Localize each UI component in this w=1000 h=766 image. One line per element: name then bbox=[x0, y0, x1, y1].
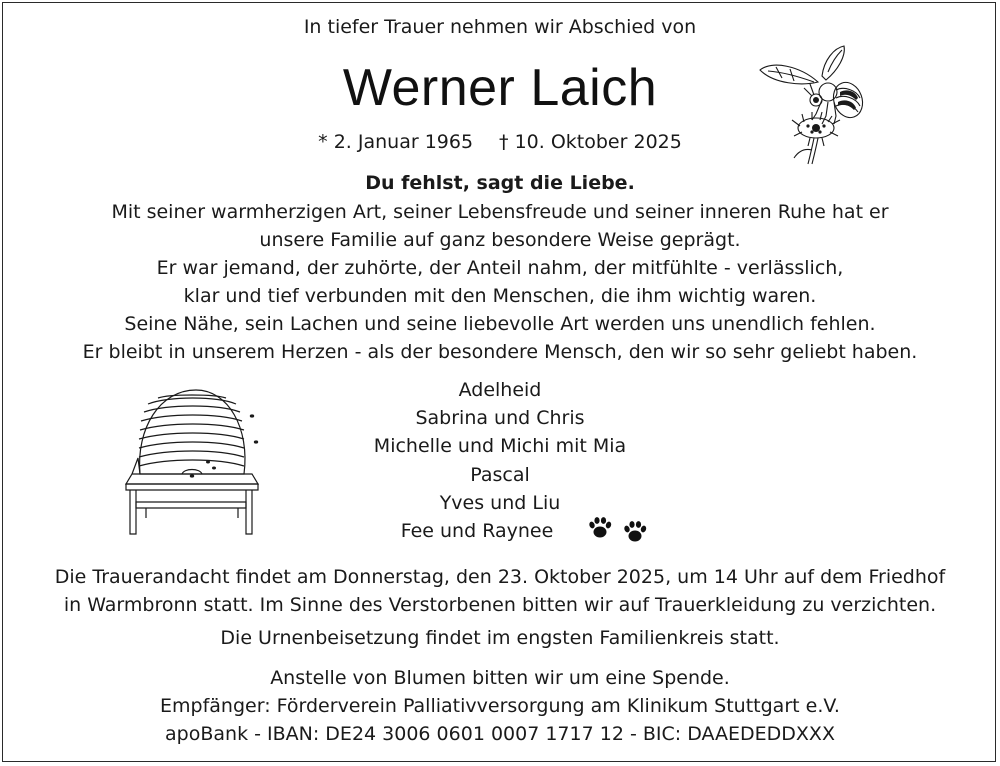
paw-print-icon bbox=[622, 519, 648, 545]
beehive-illustration bbox=[118, 378, 268, 540]
mourner-name: Fee und Raynee bbox=[400, 520, 554, 542]
service-line: in Warmbronn statt. Im Sinne des Verstorbenen bitten wir auf Trauerkleidung zu verzichten. bbox=[63, 594, 937, 616]
tribute-line: Er war jemand, der zuhörte, der Anteil nahm, der mitfühlte - verlässlich, bbox=[156, 257, 844, 279]
mourner-name: Adelheid bbox=[458, 379, 542, 401]
birth-date: * 2. Januar 1965 bbox=[318, 131, 474, 153]
tribute-line: Er bleibt in unserem Herzen - als der besondere Mensch, den wir so sehr geliebt haben. bbox=[82, 341, 918, 363]
service-line: Die Trauerandacht findet am Donnerstag, den 23. Oktober 2025, um 14 Uhr auf dem Friedhof bbox=[54, 566, 946, 588]
death-date: † 10. Oktober 2025 bbox=[499, 131, 682, 153]
deceased-name: Werner Laich bbox=[342, 59, 658, 117]
urn-burial-line: Die Urnenbeisetzung findet im engsten Familienkreis statt. bbox=[220, 627, 780, 649]
tribute-line: Mit seiner warmherzigen Art, seiner Lebensfreude und seiner inneren Ruhe hat er bbox=[111, 201, 889, 223]
mourner-name: Yves und Liu bbox=[439, 492, 561, 514]
mourner-name: Michelle und Michi mit Mia bbox=[373, 435, 627, 457]
donation-recipient: Empfänger: Förderverein Palliativversorgung am Klinikum Stuttgart e.V. bbox=[160, 695, 840, 717]
tribute-line: unsere Familie auf ganz besondere Weise geprägt. bbox=[259, 229, 741, 251]
mourner-name: Sabrina und Chris bbox=[415, 407, 585, 429]
donation-line: Anstelle von Blumen bitten wir um eine Spende. bbox=[270, 667, 730, 689]
tribute-line: Seine Nähe, sein Lachen und seine liebevolle Art werden uns unendlich fehlen. bbox=[124, 313, 876, 335]
paw-print-icon bbox=[587, 515, 613, 541]
tribute-line: klar und tief verbunden mit den Menschen, die ihm wichtig waren. bbox=[183, 285, 817, 307]
mourner-name: Pascal bbox=[470, 464, 530, 486]
bank-details: apoBank - IBAN: DE24 3006 0601 0007 1717 12 - BIC: DAAEDEDDXXX bbox=[165, 723, 835, 745]
bee-illustration bbox=[752, 42, 870, 166]
intro-text: In tiefer Trauer nehmen wir Abschied von bbox=[303, 16, 697, 38]
motto: Du fehlst, sagt die Liebe. bbox=[365, 172, 635, 194]
